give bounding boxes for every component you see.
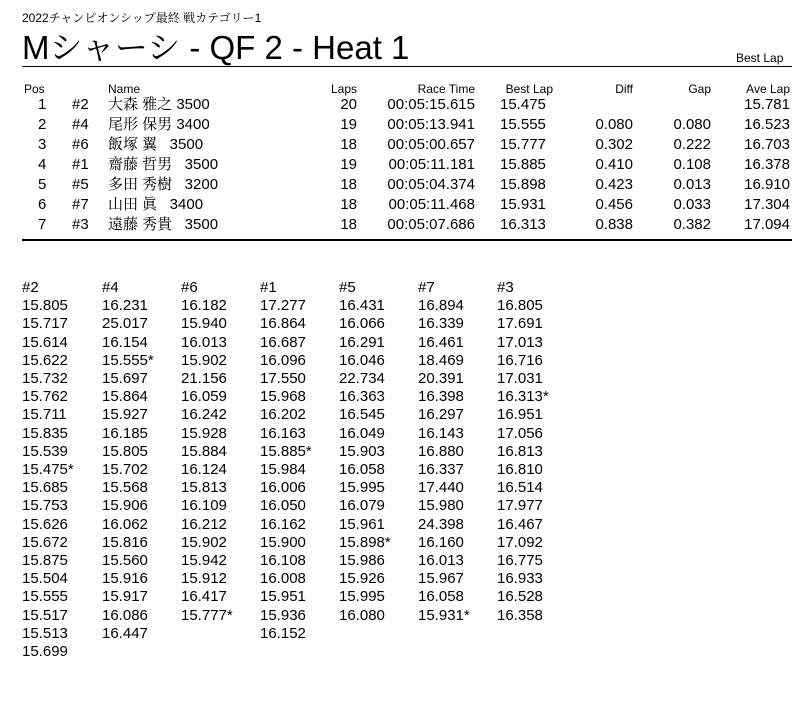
- lap-column-car-number: #4: [102, 279, 119, 296]
- lap-time: 16.313*: [497, 388, 549, 406]
- lap-time: 15.931*: [418, 606, 470, 624]
- lap-time: 16.864: [260, 315, 306, 333]
- lap-time: 15.504: [22, 570, 68, 588]
- lap-time: 16.337: [418, 461, 464, 479]
- lap-time: 15.805: [22, 297, 68, 315]
- lap-time: 16.154: [102, 333, 148, 351]
- row-ave-lap: 16.523: [744, 116, 790, 133]
- lap-time: 16.050: [260, 497, 306, 515]
- lap-time: 15.555: [22, 588, 68, 606]
- lap-column-car-number: #7: [418, 279, 435, 296]
- row-race-time: 00:05:04.374: [387, 176, 475, 193]
- row-best-lap: 15.885: [500, 156, 546, 173]
- row-car-number: #7: [72, 196, 89, 213]
- lap-time: 16.162: [260, 515, 306, 533]
- row-ave-lap: 17.304: [744, 196, 790, 213]
- row-car-number: #5: [72, 176, 89, 193]
- row-driver-name: 大森 雅之 3500: [108, 96, 210, 113]
- row-ave-lap: 15.781: [744, 96, 790, 113]
- col-pos: Pos: [24, 82, 45, 96]
- row-driver-name: 山田 眞 3400: [108, 196, 204, 213]
- row-laps: 18: [340, 216, 357, 233]
- row-pos: 1: [38, 96, 47, 113]
- row-race-time: 00:05:07.686: [387, 216, 475, 233]
- lap-time: 16.046: [339, 351, 385, 369]
- lap-time: 15.711: [22, 406, 67, 424]
- lap-time: 16.086: [102, 606, 148, 624]
- lap-time: 15.928: [181, 424, 227, 442]
- lap-time: 17.277: [260, 297, 306, 315]
- lap-time: 15.902: [181, 533, 227, 551]
- lap-column-car-number: #1: [260, 279, 277, 296]
- lap-time: 16.079: [339, 497, 385, 515]
- row-race-time: 00:05:13.941: [387, 116, 475, 133]
- lap-time: 15.835: [22, 424, 68, 442]
- lap-column: [181, 279, 233, 625]
- lap-time: 16.813: [497, 442, 543, 460]
- row-diff: 0.423: [595, 176, 633, 193]
- lap-time: 17.092: [497, 533, 543, 551]
- row-ave-lap: 16.910: [744, 176, 790, 193]
- row-driver-name: 遠藤 秀貴 3500: [108, 216, 219, 233]
- row-pos: 7: [38, 216, 47, 233]
- lap-time: 15.805: [102, 442, 148, 460]
- lap-time: 16.013: [418, 552, 464, 570]
- lap-time: 15.898*: [339, 533, 391, 551]
- row-pos: 4: [38, 156, 47, 173]
- lap-column-car-number: #5: [339, 279, 356, 296]
- row-gap: 0.013: [673, 176, 711, 193]
- lap-time: 16.775: [497, 552, 543, 570]
- lap-time: 15.912: [181, 570, 227, 588]
- lap-time: 15.864: [102, 388, 148, 406]
- lap-time: 15.995: [339, 479, 385, 497]
- row-gap: 0.033: [673, 196, 711, 213]
- lap-time: 15.906: [102, 497, 148, 515]
- lap-column: [260, 279, 312, 643]
- row-pos: 2: [38, 116, 47, 133]
- lap-time: 16.182: [181, 297, 227, 315]
- row-diff: 0.456: [595, 196, 633, 213]
- lap-time: 17.056: [497, 424, 543, 442]
- row-best-lap: 15.777: [500, 136, 546, 153]
- lap-time: 15.986: [339, 552, 385, 570]
- row-driver-name: 飯塚 翼 3500: [108, 136, 204, 153]
- lap-time: 16.013: [181, 333, 227, 351]
- row-ave-lap: 16.378: [744, 156, 790, 173]
- col-best-lap: Best Lap: [505, 82, 553, 96]
- lap-column-car-number: #6: [181, 279, 198, 296]
- lap-time: 17.013: [497, 333, 543, 351]
- lap-time: 16.933: [497, 570, 543, 588]
- lap-time: 15.753: [22, 497, 68, 515]
- row-car-number: #2: [72, 96, 89, 113]
- lap-time: 16.066: [339, 315, 385, 333]
- lap-time: 16.006: [260, 479, 306, 497]
- row-car-number: #3: [72, 216, 89, 233]
- lap-time: 16.109: [181, 497, 227, 515]
- lap-time: 16.358: [497, 606, 543, 624]
- row-race-time: 00:05:00.657: [387, 136, 475, 153]
- col-name: Name: [108, 82, 141, 96]
- lap-time: 15.626: [22, 515, 68, 533]
- lap-time: 16.805: [497, 297, 543, 315]
- row-race-time: 00:05:11.181: [388, 156, 475, 173]
- lap-time: 16.339: [418, 315, 464, 333]
- lap-time: 15.916: [102, 570, 148, 588]
- event-subtitle: 2022チャンピオンシップ最終 戦カテゴリー1: [22, 11, 262, 25]
- lap-time: 15.672: [22, 533, 68, 551]
- lap-time: 16.447: [102, 624, 148, 642]
- lap-time: 15.555*: [102, 351, 154, 369]
- header-divider: [22, 66, 792, 67]
- lap-time: 15.813: [181, 479, 227, 497]
- row-car-number: #6: [72, 136, 89, 153]
- row-ave-lap: 16.703: [744, 136, 790, 153]
- row-laps: 19: [340, 156, 357, 173]
- row-gap: 0.080: [673, 116, 711, 133]
- lap-time: 16.059: [181, 388, 227, 406]
- row-race-time: 00:05:15.615: [387, 96, 475, 113]
- lap-time: 16.143: [418, 424, 464, 442]
- lap-time: 16.049: [339, 424, 385, 442]
- lap-time: 16.163: [260, 424, 306, 442]
- lap-time: 15.513: [22, 624, 68, 642]
- lap-column: [339, 279, 391, 625]
- row-pos: 5: [38, 176, 47, 193]
- lap-time: 16.467: [497, 515, 543, 533]
- lap-column-car-number: #3: [497, 279, 514, 296]
- lap-time: 16.545: [339, 406, 385, 424]
- row-driver-name: 多田 秀樹 3200: [108, 176, 219, 193]
- lap-time: 16.008: [260, 570, 306, 588]
- lap-time: 16.185: [102, 424, 148, 442]
- lap-time: 17.031: [497, 370, 543, 388]
- lap-column: [497, 279, 549, 625]
- lap-time: 15.968: [260, 388, 306, 406]
- lap-time: 15.699: [22, 643, 68, 661]
- row-driver-name: 尾形 保男 3400: [108, 116, 210, 133]
- row-diff: 0.302: [595, 136, 633, 153]
- lap-time: 16.242: [181, 406, 227, 424]
- row-laps: 20: [340, 96, 357, 113]
- lap-time: 15.884: [181, 442, 227, 460]
- lap-time: 15.902: [181, 351, 227, 369]
- lap-time: 16.124: [181, 461, 227, 479]
- row-gap: 0.108: [673, 156, 711, 173]
- row-gap: 0.382: [673, 216, 711, 233]
- lap-column: [22, 279, 74, 661]
- lap-time: 20.391: [418, 370, 464, 388]
- lap-time: 22.734: [339, 370, 385, 388]
- lap-time: 15.900: [260, 533, 306, 551]
- col-gap: Gap: [688, 82, 711, 96]
- lap-time: 16.212: [181, 515, 227, 533]
- row-gap: 0.222: [673, 136, 711, 153]
- lap-time: 15.980: [418, 497, 464, 515]
- row-best-lap: 16.313: [500, 216, 546, 233]
- lap-time: 16.716: [497, 351, 543, 369]
- lap-time: 15.717: [22, 315, 68, 333]
- lap-time: 15.517: [22, 606, 68, 624]
- row-laps: 18: [340, 136, 357, 153]
- row-laps: 18: [340, 176, 357, 193]
- lap-time: 15.568: [102, 479, 148, 497]
- row-driver-name: 齋藤 哲男 3500: [108, 156, 219, 173]
- lap-time: 16.291: [339, 333, 385, 351]
- lap-time: 15.777*: [181, 606, 233, 624]
- lap-time: 16.951: [497, 406, 543, 424]
- lap-time: 16.461: [418, 333, 464, 351]
- lap-time: 21.156: [181, 370, 227, 388]
- lap-time: 16.514: [497, 479, 543, 497]
- lap-time: 15.926: [339, 570, 385, 588]
- lap-time: 15.917: [102, 588, 148, 606]
- lap-time: 15.967: [418, 570, 464, 588]
- row-best-lap: 15.931: [500, 196, 546, 213]
- row-diff: 0.838: [595, 216, 633, 233]
- lap-time: 16.058: [418, 588, 464, 606]
- lap-time: 16.431: [339, 297, 385, 315]
- row-diff: 0.080: [595, 116, 633, 133]
- col-diff: Diff: [615, 82, 633, 96]
- lap-time: 15.961: [339, 515, 385, 533]
- lap-time: 17.977: [497, 497, 543, 515]
- lap-time: 15.475*: [22, 461, 74, 479]
- row-pos: 6: [38, 196, 47, 213]
- lap-time: 15.702: [102, 461, 148, 479]
- lap-time: 16.152: [260, 624, 306, 642]
- lap-time: 16.062: [102, 515, 148, 533]
- lap-time: 24.398: [418, 515, 464, 533]
- row-best-lap: 15.475: [500, 96, 546, 113]
- lap-time: 18.469: [418, 351, 464, 369]
- col-laps: Laps: [330, 82, 357, 96]
- lap-time: 25.017: [102, 315, 148, 333]
- lap-time: 16.894: [418, 297, 464, 315]
- row-laps: 19: [340, 116, 357, 133]
- lap-time: 16.687: [260, 333, 306, 351]
- row-race-time: 00:05:11.468: [388, 196, 475, 213]
- lap-time: 16.160: [418, 533, 464, 551]
- lap-time: 16.096: [260, 351, 306, 369]
- lap-time: 16.058: [339, 461, 385, 479]
- lap-time: 16.880: [418, 442, 464, 460]
- row-diff: 0.410: [595, 156, 633, 173]
- lap-time: 16.810: [497, 461, 543, 479]
- lap-column: [418, 279, 470, 625]
- lap-time: 17.550: [260, 370, 306, 388]
- lap-time: 15.940: [181, 315, 227, 333]
- col-race-time: Race Time: [417, 82, 475, 96]
- lap-time: 15.885*: [260, 442, 312, 460]
- lap-time: 15.942: [181, 552, 227, 570]
- row-laps: 18: [340, 196, 357, 213]
- lap-time: 15.995: [339, 588, 385, 606]
- row-best-lap: 15.555: [500, 116, 546, 133]
- row-best-lap: 15.898: [500, 176, 546, 193]
- lap-time: 15.875: [22, 552, 68, 570]
- lap-time: 15.539: [22, 442, 68, 460]
- row-ave-lap: 17.094: [744, 216, 790, 233]
- lap-column-car-number: #2: [22, 279, 39, 296]
- results-bottom-divider: [22, 239, 792, 241]
- lap-time: 15.816: [102, 533, 148, 551]
- lap-column: [102, 279, 154, 643]
- lap-time: 16.528: [497, 588, 543, 606]
- lap-time: 16.080: [339, 606, 385, 624]
- lap-time: 15.984: [260, 461, 306, 479]
- lap-time: 16.231: [102, 297, 148, 315]
- row-car-number: #4: [72, 116, 89, 133]
- lap-time: 15.903: [339, 442, 385, 460]
- page-title: Mシャーシ - QF 2 - Heat 1: [22, 29, 410, 66]
- lap-time: 16.202: [260, 406, 306, 424]
- lap-time: 15.732: [22, 370, 68, 388]
- lap-time: 16.398: [418, 388, 464, 406]
- lap-time: 15.951: [260, 588, 306, 606]
- lap-time: 15.614: [22, 333, 68, 351]
- lap-time: 15.927: [102, 406, 148, 424]
- lap-time: 15.622: [22, 351, 68, 369]
- lap-time: 16.108: [260, 552, 306, 570]
- lap-time: 17.691: [497, 315, 543, 333]
- row-car-number: #1: [72, 156, 89, 173]
- lap-time: 16.417: [181, 588, 227, 606]
- col-ave-lap: Ave Lap: [746, 82, 790, 96]
- lap-time: 15.762: [22, 388, 68, 406]
- lap-time: 17.440: [418, 479, 464, 497]
- lap-time: 15.936: [260, 606, 306, 624]
- best-lap-header-label: Best Lap: [736, 51, 784, 65]
- row-pos: 3: [38, 136, 47, 153]
- lap-time: 16.297: [418, 406, 464, 424]
- lap-time: 15.560: [102, 552, 148, 570]
- lap-time: 16.363: [339, 388, 385, 406]
- lap-time: 15.697: [102, 370, 148, 388]
- lap-time: 15.685: [22, 479, 68, 497]
